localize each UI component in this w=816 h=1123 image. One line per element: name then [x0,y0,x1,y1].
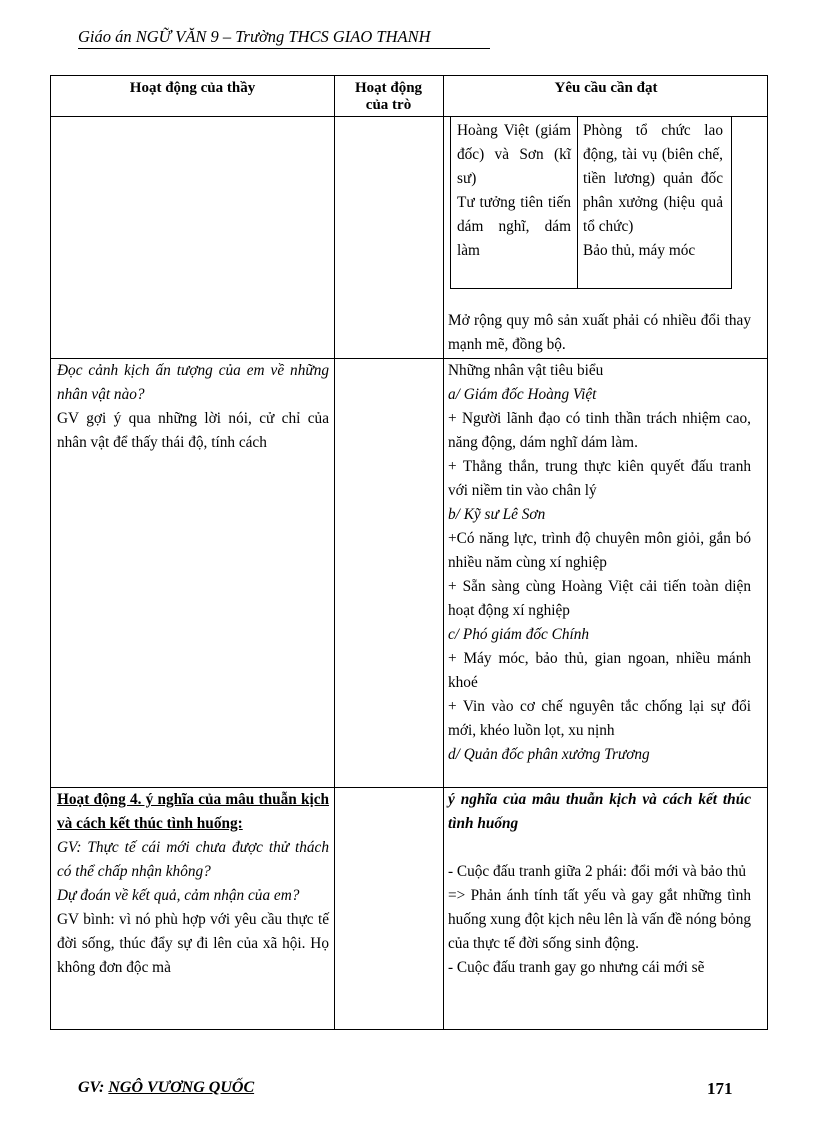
comparison-box [450,116,732,289]
row3-teacher [57,788,329,980]
req-line: + Người lãnh đạo có tinh thần trách nhiệm cao, năng động, dám nghĩ dám làm. [448,410,751,451]
footer-teacher [78,1079,254,1097]
req-subheading: b/ Kỹ sư Lê Sơn [448,506,546,523]
comparison-divider [577,117,578,288]
comparison-right-item: Bảo thủ, máy móc [583,242,696,259]
req-line: - Cuộc đấu tranh gay go nhưng cái mới sẽ [448,959,705,976]
col-header-student-line1: Hoạt động [354,80,423,96]
spacer [448,836,751,860]
teacher-question: GV: Thực tế cái mới chưa được thử thách có thể chấp nhận không? [57,839,329,880]
comparison-left [457,119,571,263]
teacher-comment: GV bình: vì nó phù hợp với yêu cầu thực tế đời sống, thúc đẩy sự đi lên của xã hội. Họ không đơn độc mà [57,911,329,976]
req-title: ý nghĩa của mâu thuẫn kịch và cách kết thúc tình huống [448,791,751,832]
req-subheading: d/ Quản đốc phân xưởng Trương [448,746,650,763]
req-line: => Phản ánh tính tất yếu và gay gắt những tình huống xung đột kịch nêu lên là vấn đề nóng bỏng của thực tế đời sống sinh động. [448,887,751,952]
row1-conclusion: Mở rộng quy mô sản xuất phải có nhiều đổi thay mạnh mẽ, đồng bộ. [448,312,751,353]
req-line: + Máy móc, bảo thủ, gian ngoan, nhiều mánh khoé [448,650,751,691]
comparison-right-item: Phòng tổ chức lao động, tài vụ (biên chế, tiền lương) quản đốc phân xưởng (hiệu quả tổ chức) [583,122,723,235]
row2-requirements [448,359,751,767]
column-divider [443,76,444,1029]
footer-teacher-name: GV: NGÔ VƯƠNG QUỐC [78,1079,255,1096]
req-line: + Thẳng thắn, trung thực kiên quyết đấu tranh với niềm tin vào chân lý [448,458,751,499]
teacher-question: Dự đoán về kết quả, cảm nhận của em? [57,887,300,904]
req-line: + Sẵn sàng cùng Hoàng Việt cải tiến toàn diện hoạt động xí nghiệp [448,578,751,619]
row2-teacher [57,359,329,455]
page-header: Giáo án NGỮ VĂN 9 – Trường THCS GIAO THANH [78,27,490,49]
teacher-hint: GV gợi ý qua những lời nói, cử chỉ của nhân vật để thấy thái độ, tính cách [57,410,329,451]
comparison-left-item: Hoàng Việt (giám đốc) và Sơn (kĩ sư) [457,122,571,187]
req-line: Những nhân vật tiêu biểu [448,362,604,379]
activity-title: Hoạt động 4. ý nghĩa của mâu thuẫn kịch và cách kết thúc tình huống: [57,791,329,832]
comparison-right [583,119,723,263]
column-divider [334,76,335,1029]
row3-requirements [448,788,751,980]
col-header-student-line2: của trò [365,97,412,113]
req-subheading: c/ Phó giám đốc Chính [448,626,590,643]
teacher-question: Đọc cảnh kịch ấn tượng của em về những nhân vật nào? [57,362,329,403]
lesson-table [50,75,768,1030]
comparison-left-item: Tư tưởng tiên tiến dám nghĩ, dám làm [457,194,571,259]
col-header-student [334,80,443,114]
req-line: - Cuộc đấu tranh giữa 2 phái: đổi mới và bảo thủ [448,863,747,880]
req-line: +Có năng lực, trình độ chuyên môn giỏi, gắn bó nhiều năm cùng xí nghiệp [448,530,751,571]
page-number: 171 [707,1079,733,1098]
col-header-teacher: Hoạt động của thầy [129,80,256,96]
col-header-requirements: Yêu cầu cần đạt [554,80,658,96]
req-subheading: a/ Giám đốc Hoàng Việt [448,386,597,403]
req-line: + Vin vào cơ chế nguyên tắc chống lại sự đổi mới, khéo luồn lọt, xu nịnh [448,698,751,739]
